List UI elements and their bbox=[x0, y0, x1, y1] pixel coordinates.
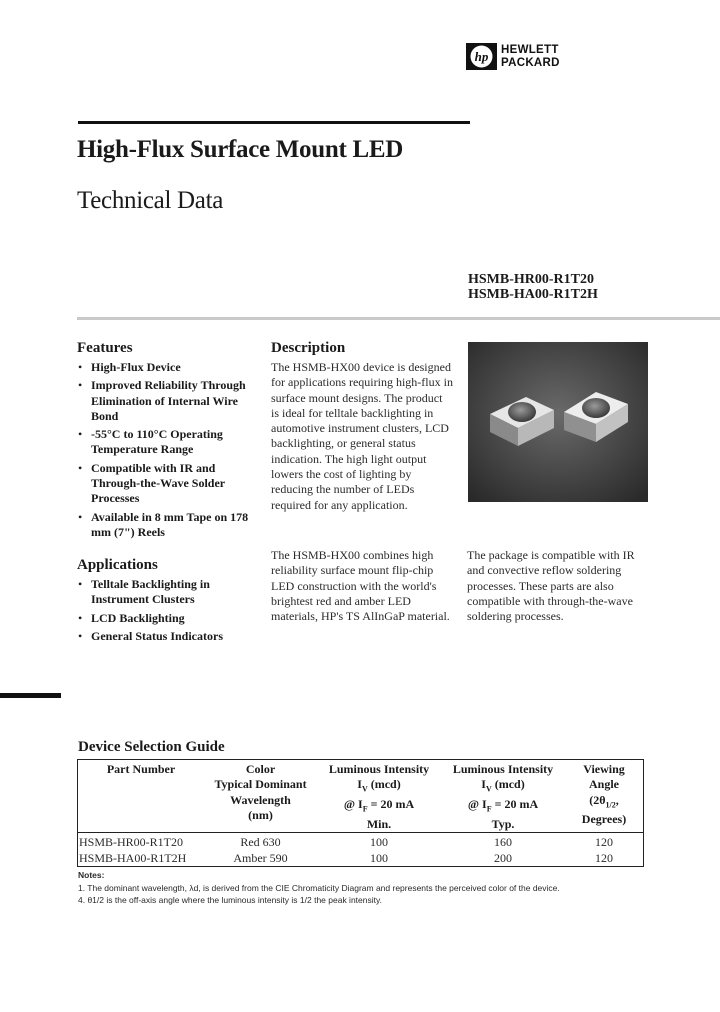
cell-intensity-min: 100 bbox=[370, 850, 388, 865]
cell-viewing-angle: 120 bbox=[595, 834, 613, 849]
brand-name bbox=[501, 44, 560, 70]
features-list bbox=[77, 360, 262, 543]
applications-list bbox=[77, 577, 262, 647]
column-header-viewing-angle: Viewing Angle ($2\theta_{1/2}$, Degrees) bbox=[565, 760, 644, 833]
list-item: • Improved Reliability Through Elimination of Internal Wire Bond bbox=[77, 378, 262, 424]
hp-logo-glyph: hp bbox=[474, 49, 489, 64]
hp-logo-icon bbox=[466, 43, 497, 70]
column-header-intensity-typ: Luminous Intensity $I_V$ (mcd) @ $I_F = 20$ mA Typ. bbox=[441, 760, 565, 833]
column-header-color: Color Typical Dominant Wavelength (nm) bbox=[204, 760, 317, 833]
brand-line2: PACKARD bbox=[501, 56, 560, 69]
applications-heading: Applications bbox=[77, 557, 158, 573]
list-item: • Telltale Backlighting in Instrument Clusters bbox=[77, 577, 262, 608]
cell-intensity-typ: 200 bbox=[494, 850, 512, 865]
cell-color: Red 630 bbox=[240, 834, 281, 849]
cell-color: Amber 590 bbox=[233, 850, 288, 865]
list-item: • High-Flux Device bbox=[77, 360, 262, 375]
list-item: • Available in 8 mm Tape on 178 mm (7") Reels bbox=[77, 510, 262, 541]
brand-line1: HEWLETT bbox=[501, 43, 559, 56]
led-product-photo bbox=[468, 342, 648, 502]
description-paragraph-3: The package is compatible with IR and convective reflow soldering processes. These parts are also compatible with through-the-wave soldering processes. bbox=[467, 548, 635, 624]
device-selection-table bbox=[77, 759, 644, 867]
note-item: 4. θ1/2 is the off-axis angle where the luminous intensity is 1/2 the peak intensity. bbox=[78, 895, 382, 905]
cell-part-number: HSMB-HR00-R1T20 bbox=[79, 834, 184, 849]
description-paragraph-1: The HSMB-HX00 device is designed for applications requiring high-flux in surface mount designs. The product is ideal for telltale backlighting in automotive instrument clusters, LCD backlighting, or general status indication. The high light output lowers the cost of lighting by reducing the number of LEDs required for any application. bbox=[271, 360, 453, 512]
description-heading: Description bbox=[271, 340, 346, 356]
cell-viewing-angle: 120 bbox=[595, 850, 613, 865]
list-item: • General Status Indicators bbox=[77, 629, 262, 644]
cell-intensity-min: 100 bbox=[370, 834, 388, 849]
part-number-block bbox=[468, 272, 598, 302]
features-heading: Features bbox=[77, 340, 133, 356]
table-header-row bbox=[78, 760, 644, 833]
list-item: • -55°C to 110°C Operating Temperature Range bbox=[77, 427, 262, 458]
notes-heading: Notes: bbox=[78, 870, 105, 880]
table-row bbox=[78, 850, 644, 867]
list-item: • LCD Backlighting bbox=[77, 611, 262, 626]
selection-guide-heading: Device Selection Guide bbox=[78, 739, 225, 755]
cell-part-number: HSMB-HA00-R1T2H bbox=[79, 850, 187, 865]
notes bbox=[78, 869, 560, 907]
margin-rule bbox=[0, 693, 61, 698]
page-title: High-Flux Surface Mount LED bbox=[77, 136, 403, 163]
hp-logo bbox=[466, 43, 560, 70]
cell-intensity-typ: 160 bbox=[494, 834, 512, 849]
part-number: HSMB-HR00-R1T20 bbox=[468, 272, 594, 287]
note-item: 1. The dominant wavelength, λd, is derived from the CIE Chromaticity Diagram and represents the perceived color of the device. bbox=[78, 882, 560, 893]
column-header-part-number: Part Number bbox=[78, 760, 205, 833]
top-rule bbox=[78, 121, 470, 124]
page-subtitle: Technical Data bbox=[77, 187, 224, 214]
description-paragraph-2: The HSMB-HX00 combines high reliability surface mount flip-chip LED construction with the world's brightest red and amber LED materials, HP's TS AlInGaP material. bbox=[271, 548, 450, 624]
section-rule bbox=[77, 317, 720, 320]
list-item: • Compatible with IR and Through-the-Wave Solder Processes bbox=[77, 461, 262, 507]
part-number: HSMB-HA00-R1T2H bbox=[468, 287, 598, 302]
column-header-intensity-min: Luminous Intensity $I_V$ (mcd) @ $I_F = 20$ mA Min. bbox=[317, 760, 441, 833]
table-row bbox=[78, 832, 644, 850]
